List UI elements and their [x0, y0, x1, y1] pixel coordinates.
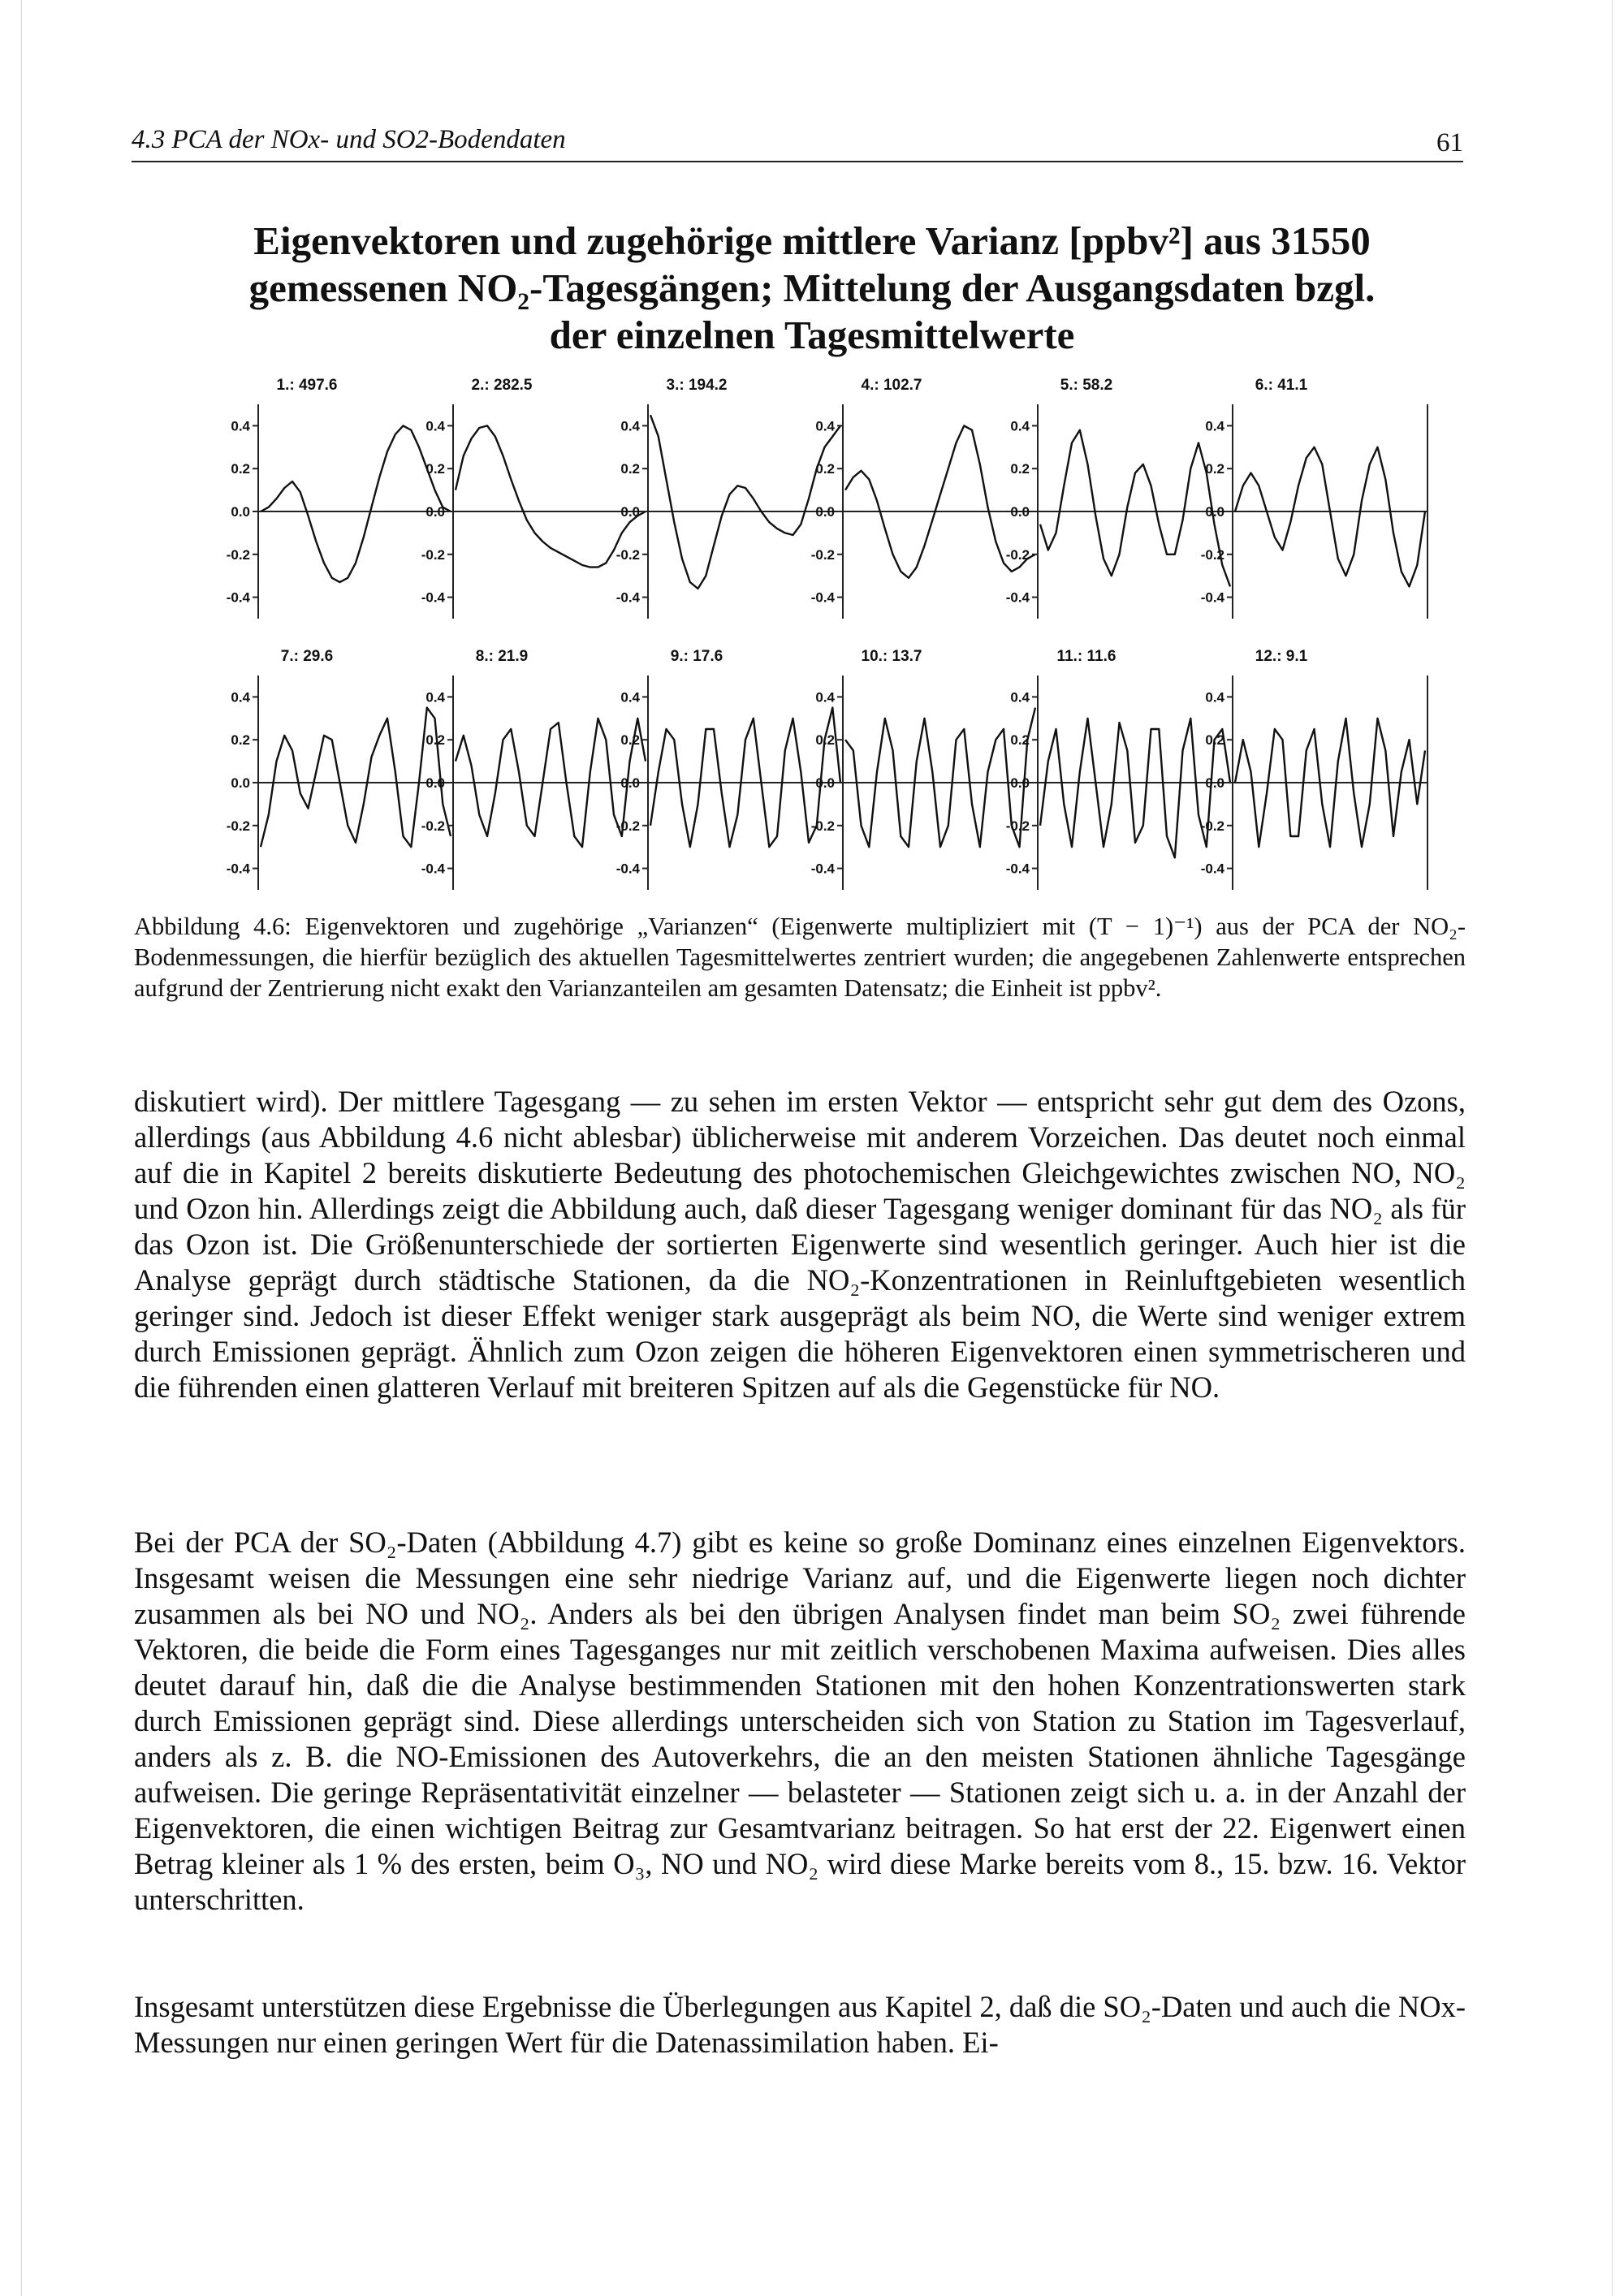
y-tick-label: -0.2 — [226, 546, 250, 563]
y-tick-label: 0.2 — [620, 732, 640, 749]
y-tick-label: 0.0 — [231, 775, 250, 791]
panel-label: 9.: 17.6 — [670, 648, 723, 665]
y-tick-label: -0.2 — [1005, 546, 1030, 563]
y-tick-label: -0.4 — [615, 861, 640, 877]
body-paragraph: Bei der PCA der SO₂-Daten (Abbildung 4.7) gibt es keine so große Dominanz eines einzelnen Eigenvektors. Insgesamt weisen die Messungen eine sehr niedrige Varianz auf, und die Eigenwerte liegen noch dichter zusammen als bei NO und NO₂. Anders als bei den übrigen Analysen findet man beim SO₂ zwei führende Vektoren, die beide die Form eines Tagesganges nur mit zeitlich verschobenen Maxima aufweisen. Dies alles deutet darauf hin, daß die die Analyse bestimmenden Stationen mit den hohen Konzentrationswerten stark durch Emissionen geprägt sind. Diese allerdings unterscheiden sich von Station zu Station im Tagesverlauf, anders als z. B. die NO-Emissionen des Autoverkehrs, die an den meisten Stationen ähnliche Tagesgänge aufweisen. Die geringe Repräsentativität einzelner — belasteter — Stationen zeigt sich u. a. in der Anzahl der Eigenvektoren, die einen wichtigen Beitrag zur Gesamtvarianz beitragen. So hat erst der 22. Eigenwert einen Betrag kleiner als 1 % des ersten, beim O₃, NO und NO₂ wird diese Marke bereits vom 8., 15. bzw. 16. Vektor unterschritten. — [134, 1526, 1466, 1916]
y-tick-label: -0.2 — [1005, 818, 1030, 834]
y-tick-label: 0.0 — [815, 775, 835, 791]
y-tick-label: -0.4 — [421, 589, 445, 606]
y-tick-label: -0.2 — [615, 546, 640, 563]
y-tick-label: -0.4 — [1200, 589, 1224, 606]
y-tick-label: 0.2 — [620, 461, 640, 477]
y-tick-label: 0.2 — [815, 461, 835, 477]
y-tick-label: 0.4 — [425, 689, 445, 706]
y-tick-label: -0.2 — [615, 818, 640, 834]
y-tick-label: 0.0 — [231, 504, 250, 520]
y-tick-label: 0.4 — [815, 689, 835, 706]
y-tick-label: 0.0 — [1010, 775, 1030, 791]
y-tick-label: 0.2 — [425, 461, 445, 477]
panel-label: 6.: 41.1 — [1255, 377, 1308, 394]
y-tick-label: 0.0 — [1010, 504, 1030, 520]
y-tick-label: 0.2 — [1010, 461, 1030, 477]
panel-label: 11.: 11.6 — [1056, 648, 1116, 665]
eigenvector-curve — [456, 425, 646, 567]
y-tick-label: 0.4 — [1010, 689, 1030, 706]
y-tick-label: 0.4 — [1010, 418, 1030, 434]
y-tick-label: -0.4 — [226, 589, 250, 606]
y-tick-label: -0.2 — [226, 818, 250, 834]
y-tick-label: -0.2 — [810, 546, 835, 563]
panel-label: 3.: 194.2 — [666, 377, 728, 394]
eigenvector-curve — [650, 415, 840, 589]
panel-label: 10.: 13.7 — [861, 648, 922, 665]
y-tick-label: -0.2 — [1200, 546, 1224, 563]
body-paragraph: Insgesamt unterstützen diese Ergebnisse die Überlegungen aus Kapitel 2, daß die SO₂-Daten und auch die NOx-Messungen nur einen geringen Wert für die Datenassimilation haben. Ei- — [134, 1990, 1466, 2059]
y-tick-label: -0.4 — [226, 861, 250, 877]
y-tick-label: 0.2 — [815, 732, 835, 749]
y-tick-label: -0.2 — [1200, 818, 1224, 834]
y-tick-label: 0.4 — [1205, 689, 1224, 706]
section-title: 4.3 PCA der NOx- und SO2-Bodendaten — [132, 125, 566, 154]
y-tick-label: 0.2 — [231, 732, 250, 749]
y-tick-label: -0.2 — [421, 546, 445, 563]
panel-label: 12.: 9.1 — [1255, 648, 1308, 665]
y-tick-label: 0.0 — [425, 504, 445, 520]
y-tick-label: 0.2 — [231, 461, 250, 477]
y-tick-label: 0.2 — [1010, 732, 1030, 749]
panel-label: 5.: 58.2 — [1060, 377, 1113, 394]
y-tick-label: 0.4 — [231, 689, 250, 706]
panel-label: 2.: 282.5 — [471, 377, 533, 394]
y-tick-label: -0.4 — [810, 589, 835, 606]
y-tick-label: 0.4 — [1205, 418, 1224, 434]
y-tick-label: 0.4 — [620, 418, 640, 434]
y-tick-label: -0.4 — [615, 589, 640, 606]
y-tick-label: -0.4 — [810, 861, 835, 877]
y-tick-label: -0.2 — [810, 818, 835, 834]
y-tick-label: 0.4 — [815, 418, 835, 434]
panel-label: 7.: 29.6 — [280, 648, 334, 665]
y-tick-label: 0.0 — [425, 775, 445, 791]
figure-title-line: der einzelnen Tagesmittelwerte — [549, 313, 1075, 357]
panel-label: 4.: 102.7 — [861, 377, 922, 394]
y-tick-label: 0.4 — [231, 418, 250, 434]
y-tick-label: 0.0 — [815, 504, 835, 520]
y-tick-label: -0.4 — [1005, 861, 1030, 877]
y-tick-label: 0.2 — [425, 732, 445, 749]
y-tick-label: 0.4 — [425, 418, 445, 434]
y-tick-label: -0.4 — [421, 861, 445, 877]
figure-caption: Abbildung 4.6: Eigenvektoren und zugehörige „Varianzen“ (Eigenwerte multipliziert mit (T − 1)⁻¹) aus der PCA der NO₂-Bodenmessungen, die hierfür bezüglich des aktuellen Tagesmittelwertes zentriert wurden; die angegebenen Zahlenwerte entsprechen aufgrund der Zentrierung nicht exakt den Varianzanteilen am gesamten Datensatz; die Einheit ist ppbv². — [134, 913, 1466, 1002]
y-tick-label: -0.4 — [1200, 861, 1224, 877]
y-tick-label: 0.0 — [620, 775, 640, 791]
y-tick-label: 0.2 — [1205, 732, 1224, 749]
eigenvector-chart — [0, 0, 1624, 901]
y-tick-label: 0.0 — [1205, 504, 1224, 520]
y-tick-label: 0.2 — [1205, 461, 1224, 477]
y-tick-label: 0.0 — [1205, 775, 1224, 791]
y-tick-label: -0.4 — [1005, 589, 1030, 606]
panel-label: 8.: 21.9 — [475, 648, 529, 665]
eigenvector-curve — [1235, 447, 1425, 587]
panel-label: 1.: 497.6 — [276, 377, 338, 394]
body-paragraph: diskutiert wird). Der mittlere Tagesgang — zu sehen im ersten Vektor — entspricht sehr gut dem des Ozons, allerdings (aus Abbildung 4.6 nicht ablesbar) üblicherweise mit anderem Vorzeichen. Das deutet noch einmal auf die in Kapitel 2 bereits diskutierte Bedeutung des photochemischen Gleichgewichtes zwischen NO, NO₂ und Ozon hin. Allerdings zeigt die Abbildung auch, daß dieser Tagesgang weniger dominant für das NO₂ als für das Ozon ist. Die Größenunterschiede der sortierten Eigenwerte sind wesentlich geringer. Auch hier ist die Analyse geprägt durch städtische Stationen, da die NO₂-Konzentrationen in Reinluftgebieten wesentlich geringer sind. Jedoch ist dieser Effekt weniger stark ausgeprägt als beim NO, die Werte sind weniger extrem durch Emissionen geprägt. Ähnlich zum Ozon zeigen die höheren Eigenvektoren einen symmetrischeren und die führenden einen glatteren Verlauf mit breiteren Spitzen auf als die Gegenstücke für NO. — [134, 1085, 1466, 1404]
page-number: 61 — [1436, 128, 1463, 158]
eigenvector-curve — [1040, 719, 1230, 858]
y-tick-label: -0.2 — [421, 818, 445, 834]
figure-title-line: Eigenvektoren und zugehörige mittlere Varianz [ppbv²] aus 31550 — [253, 218, 1371, 263]
eigenvector-curve — [1040, 430, 1230, 587]
figure-title-line: gemessenen NO₂-Tagesgängen; Mittelung der Ausgangsdaten bzgl. — [248, 265, 1376, 310]
y-tick-label: 0.0 — [620, 504, 640, 520]
y-tick-label: 0.4 — [620, 689, 640, 706]
